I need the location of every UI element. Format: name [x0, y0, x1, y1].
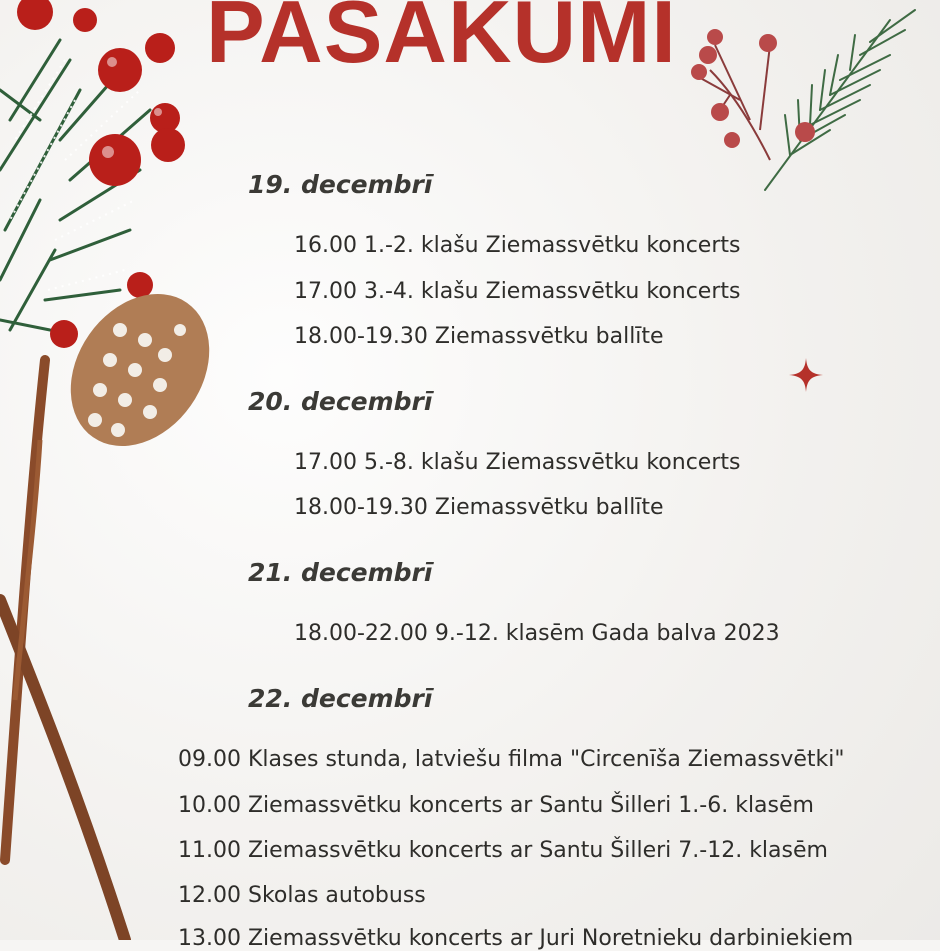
event-item: 09.00 Klases stunda, latviešu filma "Circenīša Ziemassvētki"	[178, 747, 845, 772]
event-item: 18.00-19.30 Ziemassvētku ballīte	[294, 495, 664, 520]
event-item: 13.00 Ziemassvētku koncerts ar Juri Noretnieku darbiniekiem	[178, 926, 854, 951]
star-sparkle-icon	[789, 358, 823, 392]
date-heading: 20. decembrī	[248, 387, 433, 416]
event-item: 18.00-19.30 Ziemassvētku ballīte	[294, 324, 664, 349]
event-item: 18.00-22.00 9.-12. klasēm Gada balva 2023	[294, 621, 780, 646]
event-item: 12.00 Skolas autobuss	[178, 883, 426, 908]
event-item: 17.00 5.-8. klašu Ziemassvētku koncerts	[294, 450, 741, 475]
event-item: 11.00 Ziemassvētku koncerts ar Santu Šilleri 7.-12. klasēm	[178, 838, 828, 863]
date-heading: 21. decembrī	[248, 558, 433, 587]
date-heading: 22. decembrī	[248, 684, 433, 713]
event-item: 17.00 3.-4. klašu Ziemassvētku koncerts	[294, 279, 741, 304]
date-heading: 19. decembrī	[248, 170, 433, 199]
event-item: 16.00 1.-2. klašu Ziemassvētku koncerts	[294, 233, 741, 258]
page-title: PASAKUMI	[206, 0, 677, 81]
berry-sprig-decoration	[690, 0, 930, 200]
event-item: 10.00 Ziemassvētku koncerts ar Santu Šilleri 1.-6. klasēm	[178, 793, 814, 818]
